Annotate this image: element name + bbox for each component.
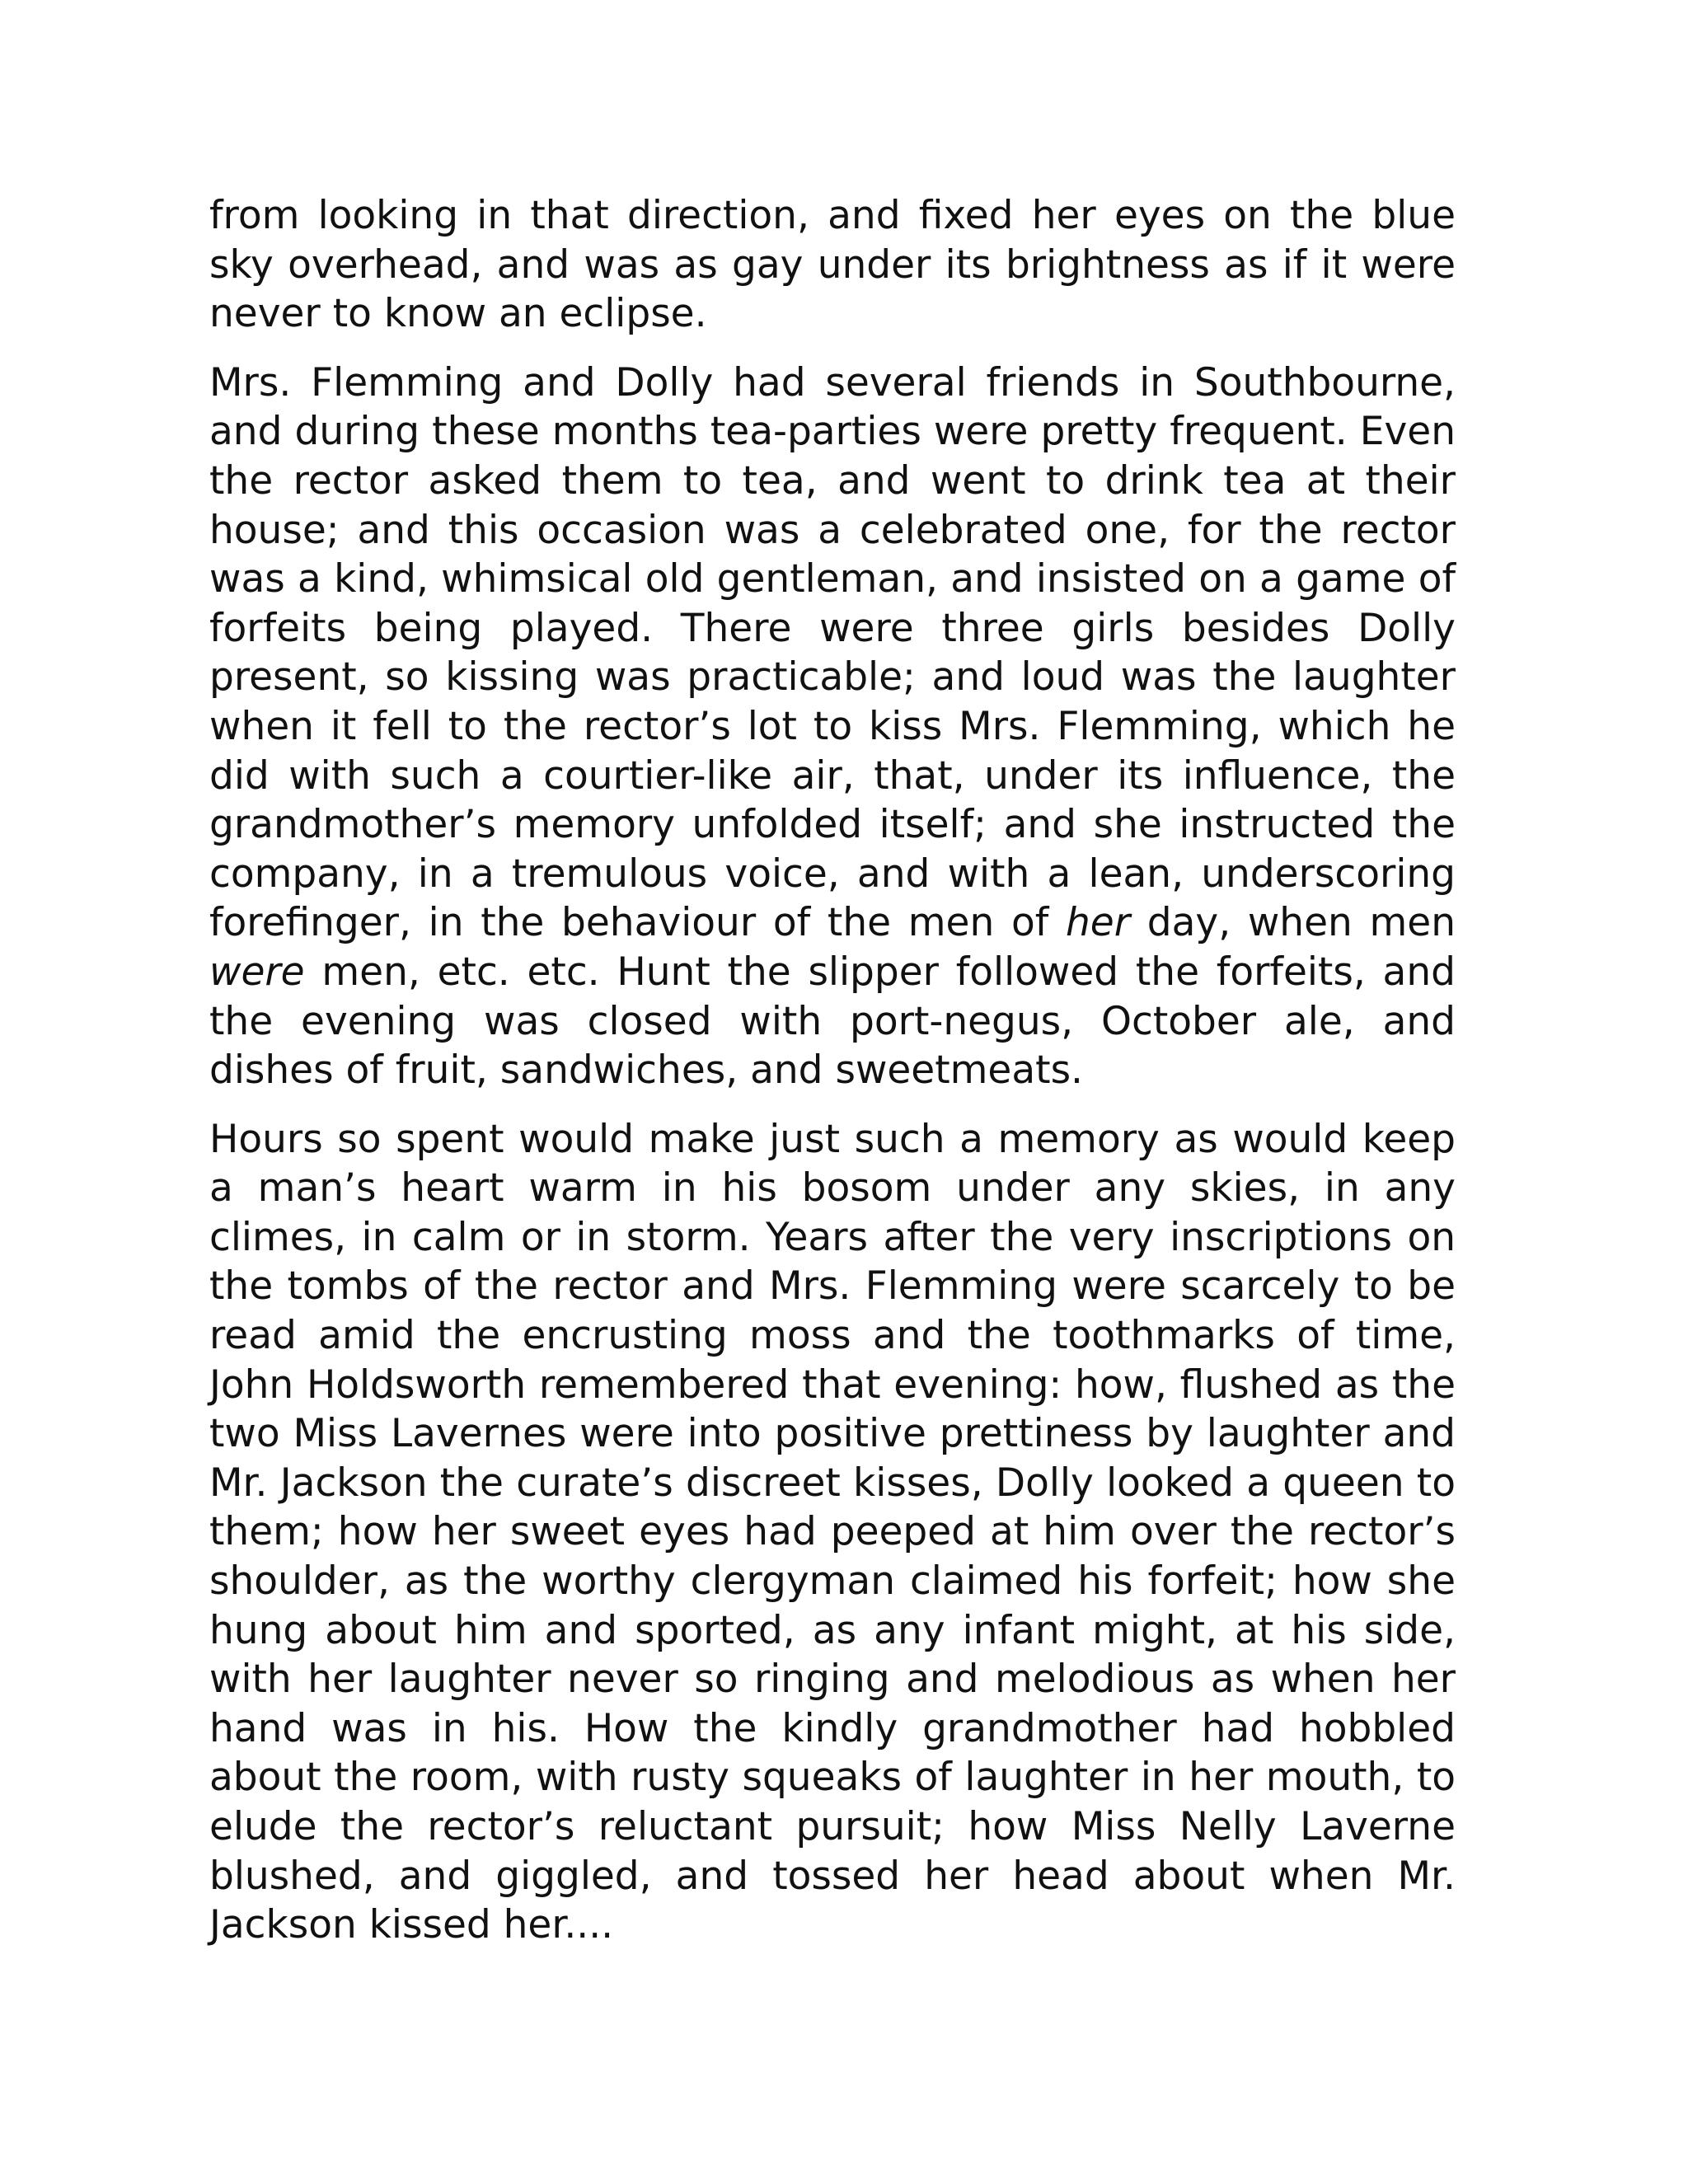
paragraph-2 bbox=[209, 359, 1456, 1095]
paragraph-3 bbox=[209, 1115, 1456, 1950]
paragraph-3-text: Hours so spent would make just such a memory as would keep a man’s heart warm in his bosom under any skies, in any climes, in calm or in storm. Years after the very inscriptions on the tombs of the rector and Mrs. Flemming were scarcely to be read amid the encrusting moss and the toothmarks of time, John Holdsworth remembered that evening: how, flushed as the two Miss Lavernes were into positive prettiness by laughter and Mr. Jackson the curate’s discreet kisses, Dolly looked a queen to them; how her sweet eyes had peeped at him over the rector’s shoulder, as the worthy clergyman claimed his forfeit; how she hung about him and sported, as any infant might, at his side, with her laughter never so ringing and melodious as when her hand was in his. How the kindly grandmother had hobbled about the room, with rusty squeaks of laughter in her mouth, to elude the rector’s reluctant pursuit; how Miss Nelly Laverne blushed, and giggled, and tossed her head about when Mr. Jackson kissed her.... bbox=[209, 1116, 1456, 1948]
paragraph-1-text: from looking in that direction, and fixed her eyes on the blue sky overhead, and was as gay under its brightness as if it were never to know an eclipse. bbox=[209, 193, 1456, 337]
paragraph-2-text-b: day, when men bbox=[1130, 900, 1456, 946]
paragraph-1 bbox=[209, 191, 1456, 339]
paragraph-2-text-a: Mrs. Flemming and Dolly had several friends in Southbourne, and during these months tea-parties were pretty frequent. Even the rector asked them to tea, and went to drink tea at their house; and this occasion was a celebrated one, for the rector was a kind, whimsical old gentleman, and insisted on a game of forfeits being played. There were three girls besides Dolly present, so kissing was practicable; and loud was the laughter when it fell to the rector’s lot to kiss Mrs. Flemming, which he did with such a courtier-like air, that, under its influence, the grandmother’s memory unfolded itself; and she instructed the company, in a tremulous voice, and with a lean, underscoring forefinger, in the behaviour of the men of bbox=[209, 359, 1456, 946]
paragraph-2-italic-her: her bbox=[1065, 900, 1131, 946]
paragraph-2-text-c: men, etc. etc. Hunt the slipper followed the forfeits, and the evening was closed with port-negus, October ale, and dishes of fruit, sandwiches, and sweetmeats. bbox=[209, 949, 1456, 1094]
paragraph-2-italic-were: were bbox=[209, 949, 305, 995]
document-page bbox=[209, 191, 1456, 1950]
